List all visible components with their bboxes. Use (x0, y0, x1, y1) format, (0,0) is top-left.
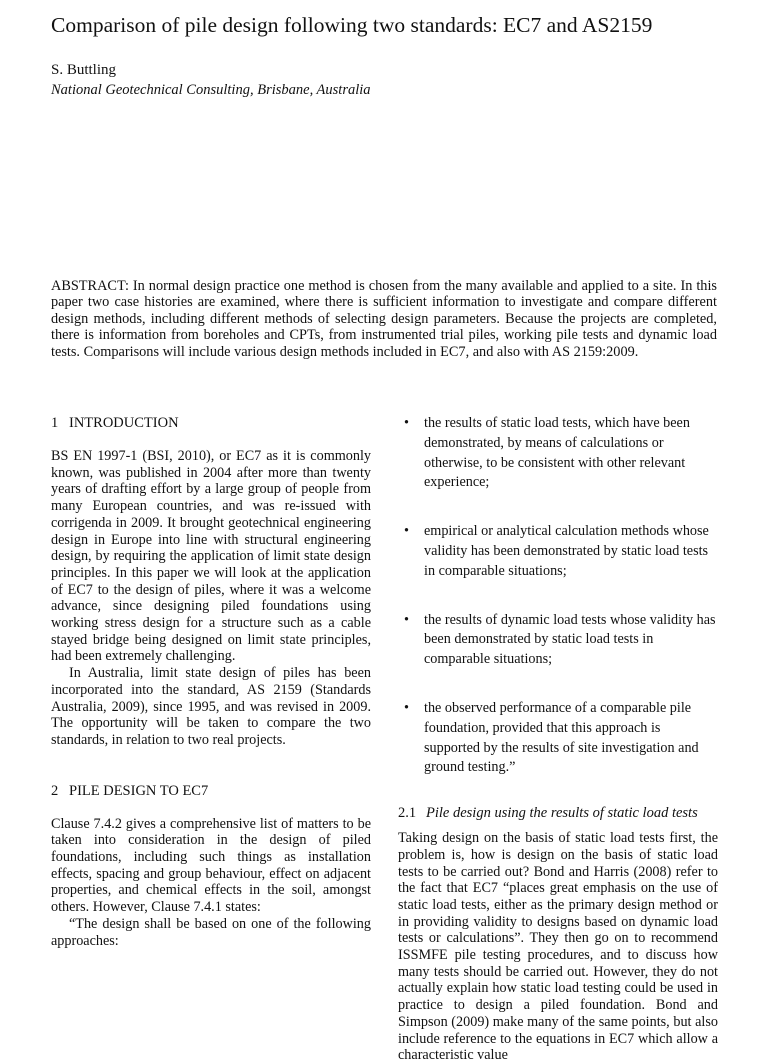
paper-title: Comparison of pile design following two standards: EC7 and AS2159 (51, 13, 653, 37)
pile-design-paragraph-2: “The design shall be based on one of the following approaches: (51, 915, 371, 949)
author-name: S. Buttling (51, 62, 117, 78)
section-number: 2 (51, 782, 59, 799)
bullet-icon: • (404, 699, 409, 716)
bullet-icon: • (404, 523, 409, 540)
right-column (398, 414, 718, 1064)
bullet-icon: • (404, 415, 409, 431)
author-affiliation: National Geotechnical Consulting, Brisbane, Australia (51, 82, 371, 98)
list-item-text: empirical or analytical calculation methods whose validity has been demonstrated by static load tests in comparable situations; (424, 523, 709, 579)
section-title: INTRODUCTION (69, 415, 179, 431)
bullet-icon: • (404, 611, 409, 628)
list-item (398, 522, 718, 581)
subsection-heading-static-load-tests (398, 804, 718, 822)
section-number: 1 (51, 415, 59, 431)
subsection-title: Pile design using the results of static load tests (426, 805, 698, 822)
subsection-number: 2.1 (398, 805, 417, 822)
intro-paragraph-1: BS EN 1997-1 (BSI, 2010), or EC7 as it is commonly known, was published in 2004 after more than twenty years of drafting effort by a large group of people from many European countries, and was re-issued with corrigenda in 2009. It brought geotechnical engineering design in Europe into line with structural engineering design, by requiring the application of limit state design principles. In this paper we will look at the application of EC7 to the design of piles, where it was a welcome advance, since designing piled foundations using working stress design for a structure such as a cable stayed bridge being designed on limit state principles, had been extremely challenging. (51, 448, 371, 665)
list-item (398, 699, 718, 778)
abstract: ABSTRACT: In normal design practice one method is chosen from the many available and applied to a site. In this paper two case histories are examined, where there is sufficient information to investigate and compare different design methods, including different methods of selecting design parameters. Because the projects are completed, there is information from boreholes and CPTs, from instrumented trial piles, working pile tests and dynamic load tests. Comparisons will include various design methods included in EC7, and also with AS 2159:2009. (51, 278, 717, 360)
pile-design-paragraph-1: Clause 7.4.2 gives a comprehensive list of matters to be taken into consideration in the design of piled foundations, including such things as installation effects, spacing and group behaviour, effect on adjacent properties, and chemical effects in the soil, amongst others. However, Clause 7.4.1 states: (51, 815, 371, 916)
section-heading-introduction (51, 414, 371, 432)
list-item (398, 414, 718, 493)
list-item-text: the results of dynamic load tests whose validity has been demonstrated by static load tests in comparable situations; (424, 611, 716, 668)
static-load-tests-paragraph: Taking design on the basis of static load tests first, the problem is, how is design on the basis of static load tests to be carried out? Bond and Harris (2008) refer to the fact that EC7 “places great emphasis on the use of static load tests, either as the primary design method or in providing validity to designs based on dynamic load tests or calculations”. They then go on to recommend ISSMFE pile testing procedures, and to discuss how many tests should be carried out. However, they do not actually explain how static load testing could be used in practice to design a piled foundation. Bond and Simpson (2009) make many of the same points, but also include reference to the equations in EC7 which allow a characteristic value (398, 830, 718, 1064)
section-heading-pile-design (51, 782, 371, 800)
list-item (398, 611, 718, 670)
intro-paragraph-2: In Australia, limit state design of piles has been incorporated into the standard, AS 2159 (Standards Australia, 2009), since 1995, and was revised in 2009. The opportunity will be taken to compare the two standards, in relation to two real projects. (51, 665, 371, 748)
design-approaches-list (398, 414, 718, 778)
left-column (51, 414, 371, 949)
section-title: PILE DESIGN TO EC7 (69, 782, 209, 799)
list-item-text: the observed performance of a comparable pile foundation, provided that this approach is supported by the results of site investigation and ground testing.” (424, 699, 699, 776)
list-item-text: the results of static load tests, which have been demonstrated, by means of calculations or otherwise, to be consistent with other relevant experience; (424, 415, 690, 491)
